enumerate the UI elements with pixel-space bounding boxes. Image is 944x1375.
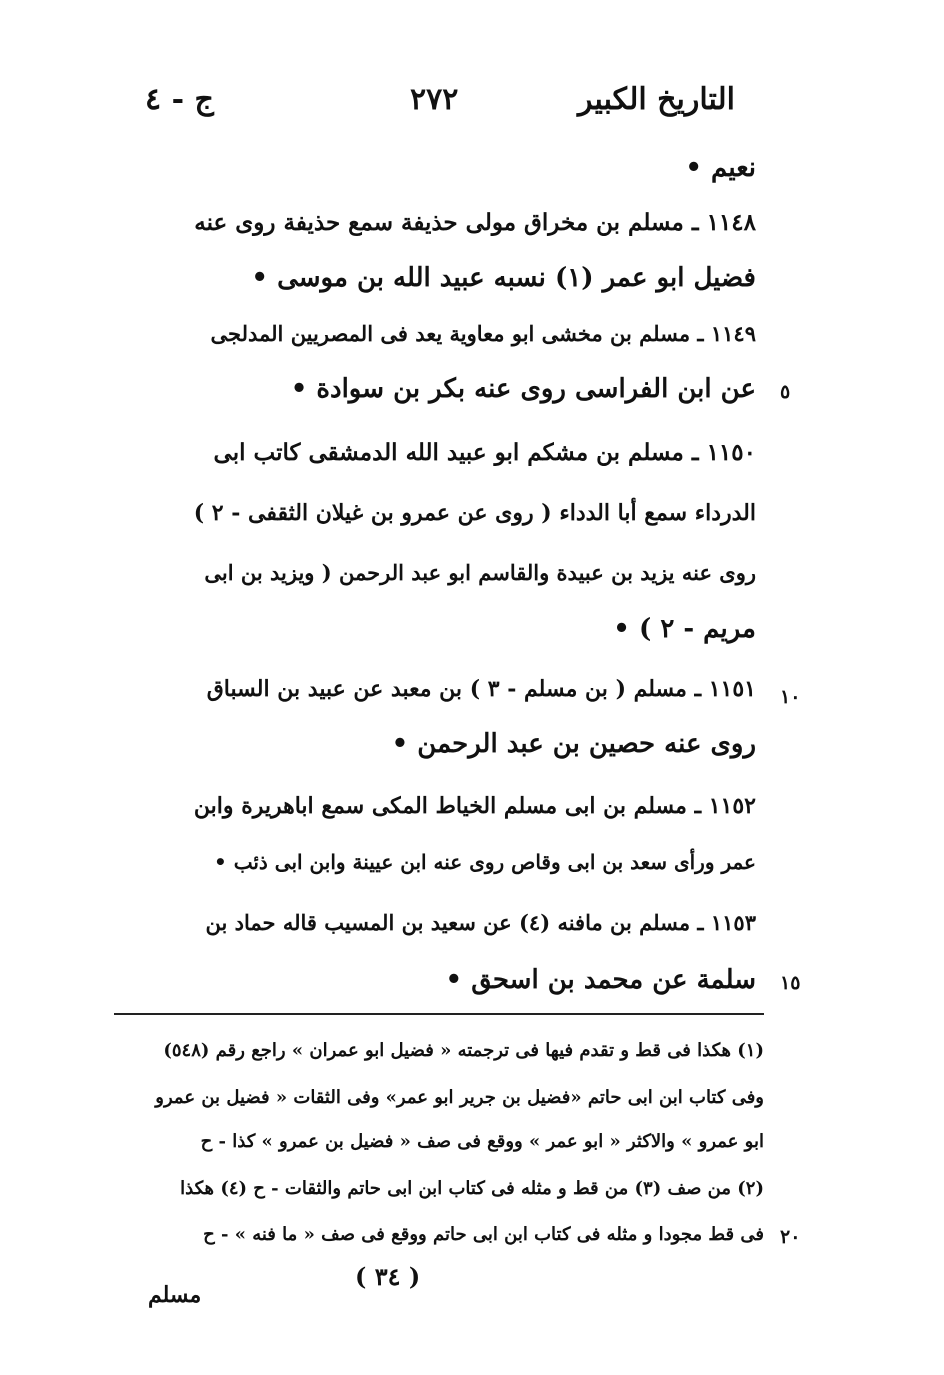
line-number: ١٥ <box>780 972 801 994</box>
text-line: ١١٥١ ـ مسلم ( بن مسلم - ٣ ) بن معبد عن عبيد بن السباق <box>206 676 756 702</box>
running-header <box>120 82 735 132</box>
text-line: سلمة عن محمد بن اسحق • <box>445 965 756 995</box>
text-line: الدرداء سمع أبا الدداء ( روى عن عمرو بن غيلان الثقفى - ٢ ) <box>193 500 756 526</box>
text-line: ١١٥٠ ـ مسلم بن مشكم ابو عبيد الله الدمشقى كاتب ابى <box>213 439 756 466</box>
text-line: مريم - ٢ ) • <box>613 614 756 644</box>
footnote-line: ابو عمرو » والاكثر « ابو عمر » ووقع فى صف « فضيل بن عمرو » كذا - ح <box>200 1131 764 1152</box>
header-title: التاريخ الكبير <box>577 82 735 117</box>
footnote-line: (٢) من صف (٣) من قط و مثله فى كتاب ابن ابى حاتم والثقات - ح (٤) هكذا <box>180 1178 764 1199</box>
footnote-line: وفى كتاب ابن ابى حاتم «فضيل بن جرير ابو عمر» وفى الثقات « فضيل بن عمرو <box>155 1087 764 1108</box>
signature-mark: ( ٣٤ ) <box>355 1262 421 1291</box>
text-line: فضيل ابو عمر (١) نسبه عبيد الله بن موسى • <box>251 263 756 293</box>
text-line: ١١٤٨ ـ مسلم بن مخراق مولى حذيفة سمع حذيفة روى عنه <box>194 209 756 236</box>
footnote-line: فى قط مجودا و مثله فى كتاب ابن ابى حاتم ووقع فى صف « ما فنه » - ح <box>203 1224 764 1245</box>
text-line: ١١٥٢ ـ مسلم بن ابى مسلم الخياط المكى سمع اباهريرة وابن <box>193 793 756 819</box>
line-number: ١٠ <box>780 686 801 708</box>
text-line: نعيم • <box>685 153 756 183</box>
volume-label: ج - ٤ <box>145 82 214 117</box>
text-line: ١١٥٣ ـ مسلم بن مافنه (٤) عن سعيد بن المسيب قاله حماد بن <box>205 910 756 935</box>
text-line: روى عنه يزيد بن عبيدة والقاسم ابو عبد الرحمن ( ويزيد بن ابى <box>204 560 756 585</box>
catchword: مسلم <box>148 1282 202 1308</box>
line-number: ٥ <box>780 381 791 403</box>
text-line: عن ابن الفراسى روى عنه بكر بن سوادة • <box>290 374 756 404</box>
page-number: ٢٧٢ <box>410 82 459 117</box>
footnote-line: (١) هكذا فى قط و تقدم فيها فى ترجمته « فضيل ابو عمران » راجع رقم (٥٤٨) <box>163 1040 764 1061</box>
line-number: ٢٠ <box>780 1226 801 1248</box>
footnote-rule <box>114 1013 764 1015</box>
text-line: روى عنه حصين بن عبد الرحمن • <box>391 729 756 759</box>
text-line: عمر ورأى سعد بن ابى وقاص روى عنه ابن عيينة وابن ابى ذئب • <box>213 850 756 874</box>
text-line: ١١٤٩ ـ مسلم بن مخشى ابو معاوية يعد فى المصريين المدلجى <box>210 321 756 346</box>
